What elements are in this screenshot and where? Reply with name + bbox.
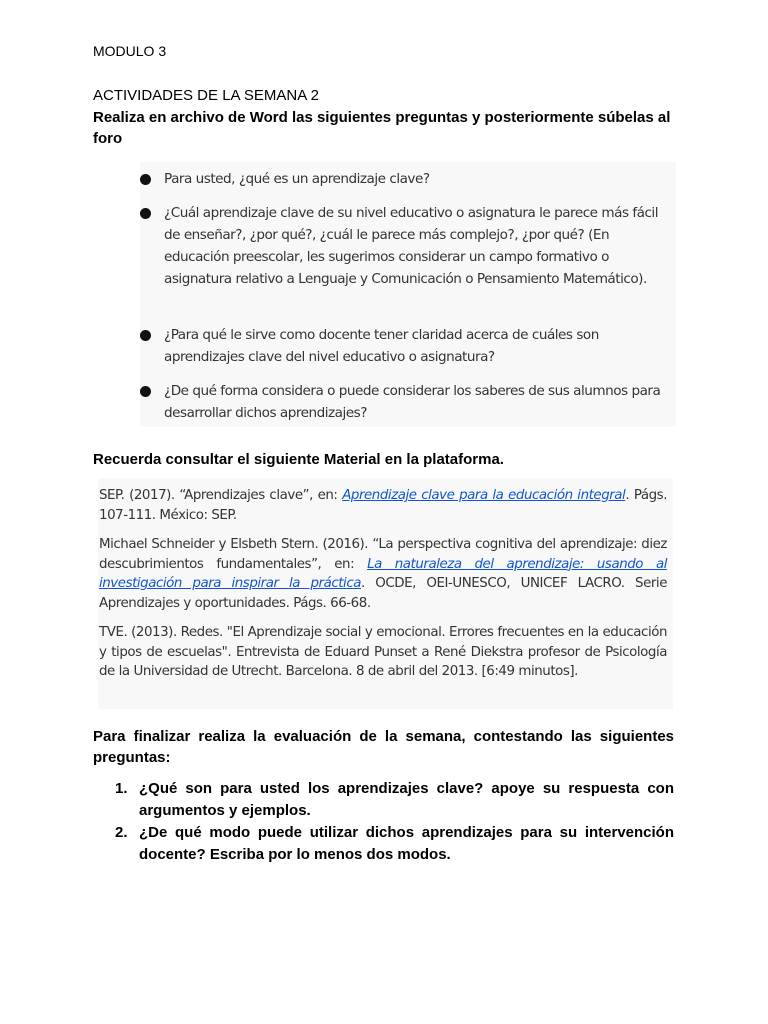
reminder-text: Recuerda consultar el siguiente Material en la plataforma. <box>93 451 504 468</box>
question-text: ¿Cuál aprendizaje clave de su nivel educativo o asignatura le parece más fácil de enseñar?, ¿por qué?, ¿cuál le parece más complejo?, ¿por qué? (En educación preescolar, les sugerimos considerar un campo formativo o asignatura relativo a Lenguaje y Comunicación o Pensamiento Matemático). <box>164 205 658 287</box>
reference-text: . OCDE, OEI-UNESCO, UNICEF LACRO. Serie Aprendizajes y oportunidades. Págs. 66-68. <box>99 576 667 611</box>
reference-text: Michael Schneider y Elsbeth Stern. (2016). “La perspectiva cognitiva del aprendizaje: diez descubrimientos fundamentales”, en: <box>99 537 667 572</box>
bullet-icon <box>140 174 151 185</box>
evaluation-text: ¿De qué modo puede utilizar dichos aprendizajes para su intervención docente? Escriba por lo menos dos modos. <box>139 824 674 863</box>
reference-link[interactable]: Aprendizaje clave para la educación integral <box>342 488 626 503</box>
reference-item <box>99 486 667 525</box>
references-box <box>98 478 673 709</box>
evaluation-number: 1. <box>115 780 128 797</box>
bullet-icon <box>140 208 151 219</box>
activities-title: ACTIVIDADES DE LA SEMANA 2 <box>93 87 319 104</box>
reference-text: SEP. (2017). “Aprendizajes clave”, en: <box>99 488 343 503</box>
reference-text: TVE. (2013). Redes. "El Aprendizaje social y emocional. Errores frecuentes en la educación y tipos de escuelas". Entrevista de Eduard Punset a René Diekstra profesor de Psicología de la Universidad de Utrecht. Barcelona. 8 de abril del 2013. [6:49 minutos]. <box>99 625 667 679</box>
reference-item <box>99 535 667 613</box>
reference-item <box>99 623 667 682</box>
bullet-icon <box>140 330 151 341</box>
question-text: ¿Para qué le sirve como docente tener claridad acerca de cuáles son aprendizajes clave del nivel educativo o asignatura? <box>164 327 599 365</box>
question-text: Para usted, ¿qué es un aprendizaje clave? <box>164 171 430 187</box>
instructions-text: Realiza en archivo de Word las siguientes preguntas y posteriormente súbelas al foro <box>93 109 671 147</box>
module-label: MODULO 3 <box>93 43 167 59</box>
bullet-icon <box>140 386 151 397</box>
questions-box <box>140 162 676 427</box>
evaluation-text: ¿Qué son para usted los aprendizajes clave? apoye su respuesta con argumentos y ejemplos. <box>139 780 674 819</box>
reference-text: . Págs. 107-111. México: SEP. <box>99 488 667 523</box>
evaluation-number: 2. <box>115 824 128 841</box>
finish-text: Para finalizar realiza la evaluación de la semana, contestando las siguientes preguntas: <box>93 728 674 766</box>
question-text: ¿De qué forma considera o puede considerar los saberes de sus alumnos para desarrollar dichos aprendizajes? <box>164 383 661 421</box>
reference-link[interactable]: La naturaleza del aprendizaje: usando al investigación para inspirar la práctica <box>99 556 667 591</box>
